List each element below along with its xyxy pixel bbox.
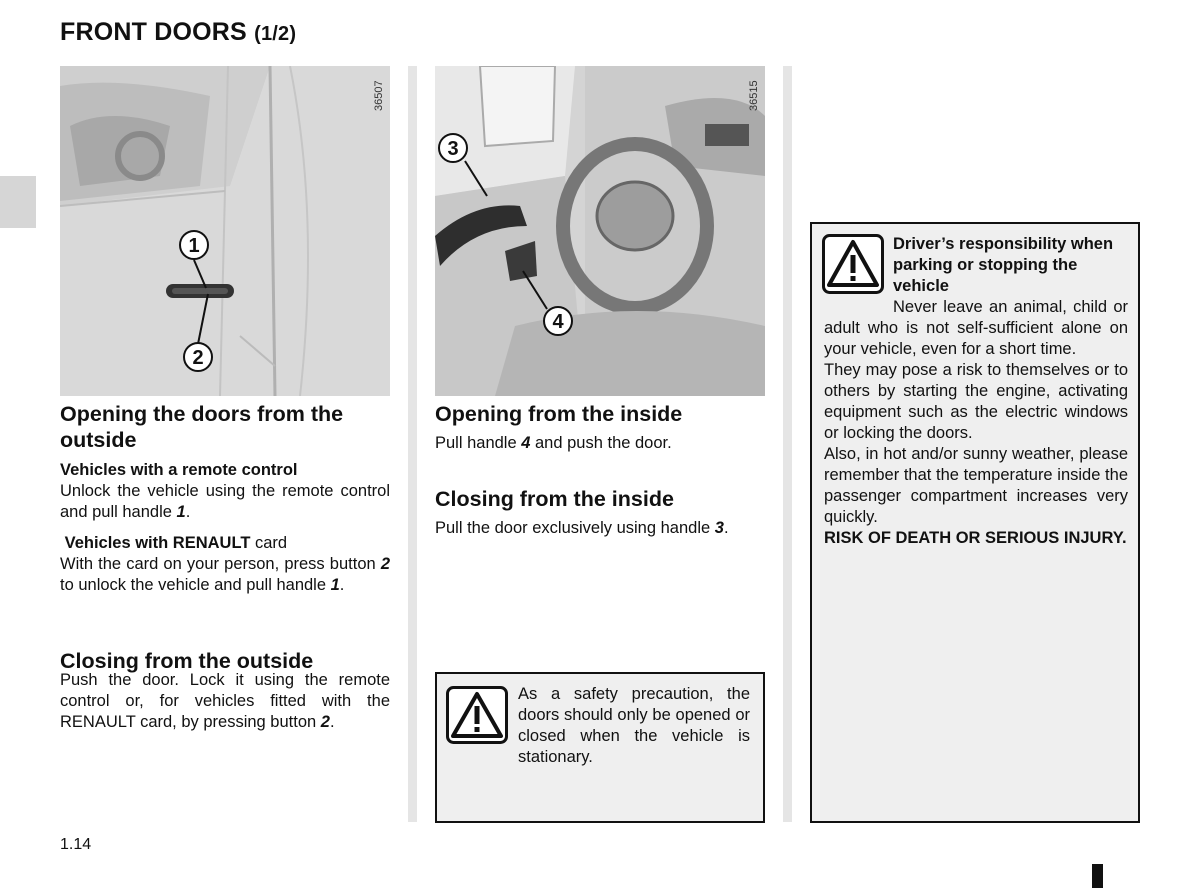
callout-2-label: 2 xyxy=(192,347,204,369)
text-opening-inside-a: Pull handle xyxy=(435,434,522,452)
callout-3 xyxy=(439,134,467,162)
warning-text-safety: As a safety precaution, the doors should only be opened or closed when the vehicle is stationary. xyxy=(518,685,750,766)
warning-risk: RISK OF DEATH OR SERIOUS INJURY. xyxy=(824,529,1127,547)
text-card xyxy=(60,554,390,596)
callout-1-label: 1 xyxy=(188,235,200,257)
heading-closing-inside: Closing from the inside xyxy=(435,487,674,511)
warning-body-responsibility xyxy=(824,297,1128,549)
page-number: 1.14 xyxy=(60,836,92,853)
ref-handle-1: 1 xyxy=(176,503,186,521)
text-card-b: to unlock the vehicle and pull handle xyxy=(60,576,331,594)
figure-code: 36507 xyxy=(373,80,385,111)
subheading-card xyxy=(60,533,390,554)
text-closing-inside-a: Pull the door exclusively using handle xyxy=(435,519,715,537)
column-separator xyxy=(408,66,417,822)
page-title-text: FRONT DOORS xyxy=(60,18,247,46)
door-interior-illustration xyxy=(435,66,765,396)
door-exterior-illustration xyxy=(60,66,390,396)
section-renault-card xyxy=(60,533,390,596)
page-edge-marker xyxy=(1092,864,1103,888)
subheading-remote: Vehicles with a remote control xyxy=(60,461,298,479)
warning-box-safety xyxy=(435,672,765,823)
warning-title-responsibility: Driver’s responsibility when parking or stopping the vehicle xyxy=(893,235,1114,295)
heading-opening-inside: Opening from the inside xyxy=(435,402,683,426)
callout-1 xyxy=(180,231,208,259)
figure-door-interior xyxy=(435,66,765,396)
callout-4 xyxy=(544,307,572,335)
figure-door-exterior xyxy=(60,66,390,396)
text-closing-outside-b: . xyxy=(329,713,335,731)
ref-button-2: 2 xyxy=(320,713,330,731)
heading-opening-outside: Opening the doors from the outside xyxy=(60,402,344,452)
ref-handle-4: 4 xyxy=(521,434,531,452)
text-card-c: . xyxy=(339,576,345,594)
column-separator xyxy=(783,66,792,822)
subheading-card-bold: Vehicles with RENAULT xyxy=(64,534,251,552)
ref-handle-1: 1 xyxy=(330,576,340,594)
callout-4-label: 4 xyxy=(552,311,564,333)
text-remote-part: Unlock the vehicle using the remote control and pull handle xyxy=(60,482,390,521)
callout-2 xyxy=(184,343,212,371)
section-closing-inside xyxy=(435,486,770,539)
section-closing-outside xyxy=(60,648,390,733)
warning-icon xyxy=(446,686,508,744)
page-title-suffix: (1/2) xyxy=(254,23,297,45)
ref-handle-3: 3 xyxy=(714,519,724,537)
text-opening-inside-b: and push the door. xyxy=(530,434,672,452)
figure-code: 36515 xyxy=(748,80,760,111)
page-title xyxy=(60,18,296,47)
text-card-a: With the card on your person, press button xyxy=(60,555,381,573)
section-opening-inside xyxy=(435,401,765,454)
warning-para-2: They may pose a risk to themselves or to others by starting the engine, activating equipment such as the electric windows or locking the doors. xyxy=(824,361,1128,442)
text-remote-end: . xyxy=(185,503,191,521)
callout-3-label: 3 xyxy=(447,138,459,160)
text-closing-outside xyxy=(60,670,390,733)
text-remote xyxy=(60,481,390,523)
heading-closing-outside: Closing from the outside xyxy=(60,649,314,673)
chapter-tab xyxy=(0,176,36,228)
text-closing-outside-a: Push the door. Lock it using the remote control or, for vehicles fitted with the RENAULT card, by pressing button xyxy=(60,671,390,731)
section-opening-outside xyxy=(60,401,390,453)
section-remote-control xyxy=(60,460,390,523)
subheading-card-normal: card xyxy=(250,534,288,552)
text-closing-inside xyxy=(435,518,770,539)
warning-box-responsibility xyxy=(810,222,1140,823)
warning-icon xyxy=(822,234,884,294)
text-opening-inside xyxy=(435,433,765,454)
warning-para-1: Never leave an animal, child or adult who is not self-sufficient alone on your vehicle, even for a short time. xyxy=(824,298,1128,358)
text-closing-inside-b: . xyxy=(723,519,729,537)
warning-para-3: Also, in hot and/or sunny weather, please remember that the temperature inside the passenger compartment increases very quickly. xyxy=(824,445,1128,526)
ref-button-2: 2 xyxy=(380,555,390,573)
